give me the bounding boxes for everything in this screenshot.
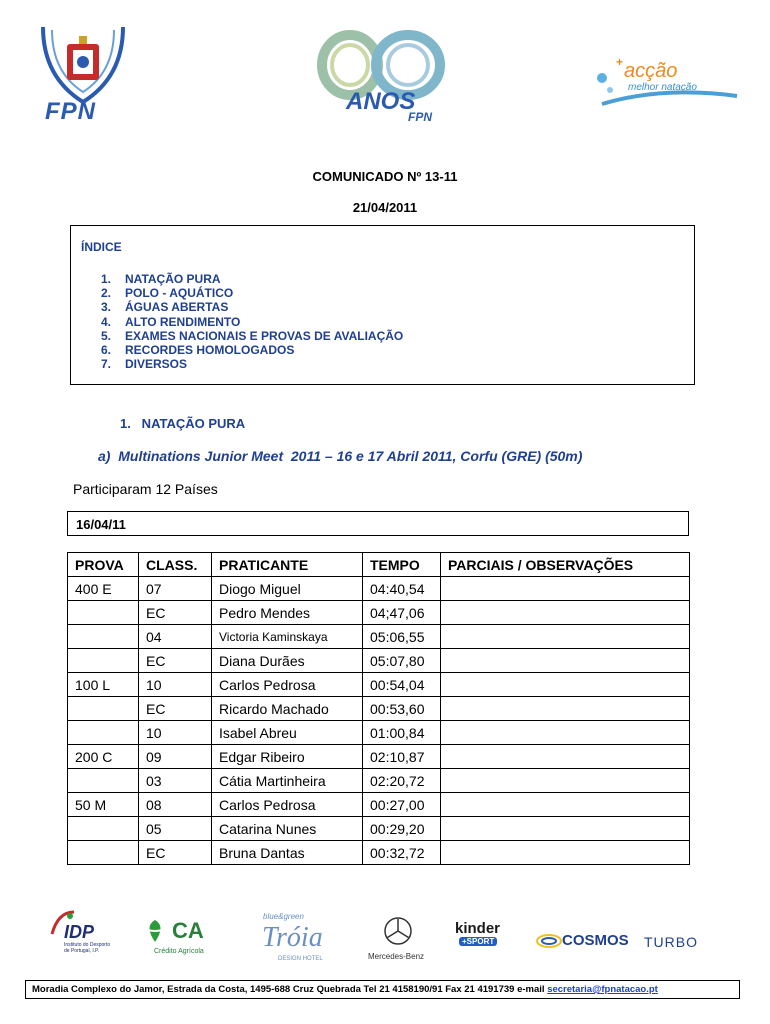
table-row bbox=[68, 649, 690, 673]
cell-tempo: 04:40,54 bbox=[363, 577, 441, 601]
cell-tempo: 00:54,04 bbox=[363, 673, 441, 697]
table-row bbox=[68, 601, 690, 625]
results-table bbox=[67, 552, 690, 865]
credito-agricola-logo: CA Crédito Agrícola bbox=[142, 916, 217, 961]
cell-tempo: 05:06,55 bbox=[363, 625, 441, 649]
index-item[interactable]: 3. ÁGUAS ABERTAS bbox=[101, 300, 229, 315]
cell-prova bbox=[68, 649, 139, 673]
day-box bbox=[67, 511, 689, 536]
table-row bbox=[68, 841, 690, 865]
cell-prova bbox=[68, 625, 139, 649]
table-row bbox=[68, 625, 690, 649]
table-row bbox=[68, 673, 690, 697]
cell-observacoes bbox=[441, 625, 690, 649]
cell-praticante: Diana Durães bbox=[212, 649, 363, 673]
section-heading: 1. NATAÇÃO PURA bbox=[120, 416, 246, 431]
index-item[interactable]: 6. RECORDES HOMOLOGADOS bbox=[101, 342, 295, 357]
col-header-observacoes: PARCIAIS / OBSERVAÇÕES bbox=[441, 553, 690, 577]
cell-praticante: Ricardo Machado bbox=[212, 697, 363, 721]
cell-prova bbox=[68, 769, 139, 793]
day-label: 16/04/11 bbox=[76, 517, 126, 532]
cell-praticante: Pedro Mendes bbox=[212, 601, 363, 625]
accao-logo-sub: melhor natação bbox=[628, 82, 697, 93]
cell-prova: 50 M bbox=[68, 793, 139, 817]
accao-melhor-natacao-logo bbox=[592, 56, 742, 112]
cell-tempo: 05:07,80 bbox=[363, 649, 441, 673]
cell-prova bbox=[68, 601, 139, 625]
cell-tempo: 00:53,60 bbox=[363, 697, 441, 721]
cell-observacoes bbox=[441, 841, 690, 865]
cell-class: 04 bbox=[139, 625, 212, 649]
footer-box bbox=[25, 980, 740, 999]
table-row bbox=[68, 697, 690, 721]
cell-tempo: 04;47,06 bbox=[363, 601, 441, 625]
kinder-sport-logo: kinder +SPORT bbox=[455, 920, 501, 946]
cell-praticante: Isabel Abreu bbox=[212, 721, 363, 745]
table-row bbox=[68, 745, 690, 769]
cell-class: 05 bbox=[139, 817, 212, 841]
idp-logo: IDP Instituto do Desporto de Portugal, I.P. bbox=[48, 908, 118, 963]
cell-class: 03 bbox=[139, 769, 212, 793]
cell-class: 09 bbox=[139, 745, 212, 769]
anniversary-logo-text: ANOS bbox=[346, 88, 416, 115]
mercedes-benz-logo: Mercedes-Benz bbox=[368, 916, 428, 966]
index-item[interactable]: 7. DIVERSOS bbox=[101, 357, 188, 372]
index-item[interactable]: 5. EXAMES NACIONAIS E PROVAS DE AVALIAÇÃO bbox=[101, 328, 404, 343]
cell-observacoes bbox=[441, 721, 690, 745]
cell-class: 10 bbox=[139, 673, 212, 697]
anniversary-logo bbox=[300, 30, 460, 130]
cell-class: EC bbox=[139, 649, 212, 673]
index-item[interactable]: 1. NATAÇÃO PURA bbox=[101, 272, 221, 286]
turbo-logo: TURBO bbox=[644, 934, 698, 950]
table-row bbox=[68, 793, 690, 817]
cell-tempo: 01:00,84 bbox=[363, 721, 441, 745]
table-header-row bbox=[68, 553, 690, 577]
cell-observacoes bbox=[441, 817, 690, 841]
cell-class: 08 bbox=[139, 793, 212, 817]
footer-address: Moradia Complexo do Jamor, Estrada da Costa, 1495-688 Cruz Quebrada Tel 21 4158190/91 Fax 21 4191739 e-mail secretaria@fpnatacao.pt bbox=[32, 984, 658, 995]
cell-praticante: Diogo Miguel bbox=[212, 577, 363, 601]
cell-praticante: Bruna Dantas bbox=[212, 841, 363, 865]
cell-prova bbox=[68, 697, 139, 721]
event-subheading: a) Multinations Junior Meet 2011 – 16 e 17 Abril 2011, Corfu (GRE) (50m) bbox=[98, 448, 583, 464]
cell-observacoes bbox=[441, 577, 690, 601]
index-heading: ÍNDICE bbox=[81, 240, 122, 254]
troia-design-hotel-logo: blue&green Tróia DESIGN HOTEL bbox=[262, 912, 323, 962]
index-list bbox=[101, 272, 403, 371]
participants-text: Participaram 12 Países bbox=[73, 481, 218, 497]
index-item[interactable]: 2. POLO - AQUÁTICO bbox=[101, 286, 234, 301]
fpn-logo-text: FPN bbox=[45, 98, 96, 125]
document-title: COMUNICADO Nº 13-11 bbox=[312, 169, 458, 184]
cell-praticante: Edgar Ribeiro bbox=[212, 745, 363, 769]
svg-text:+: + bbox=[616, 56, 624, 69]
cell-class: 10 bbox=[139, 721, 212, 745]
cell-tempo: 00:32,72 bbox=[363, 841, 441, 865]
table-row bbox=[68, 577, 690, 601]
cell-prova: 100 L bbox=[68, 673, 139, 697]
index-item[interactable]: 4. ALTO RENDIMENTO bbox=[101, 314, 241, 329]
cell-observacoes bbox=[441, 673, 690, 697]
cell-observacoes bbox=[441, 601, 690, 625]
cell-class: EC bbox=[139, 601, 212, 625]
cell-praticante: Victoria Kaminskaya bbox=[212, 625, 363, 649]
index-box bbox=[70, 225, 695, 385]
cell-observacoes bbox=[441, 745, 690, 769]
cell-class: EC bbox=[139, 841, 212, 865]
table-row bbox=[68, 721, 690, 745]
cell-observacoes bbox=[441, 697, 690, 721]
col-header-tempo: TEMPO bbox=[363, 553, 441, 577]
anniversary-logo-sub: FPN bbox=[408, 110, 432, 124]
cell-prova: 200 C bbox=[68, 745, 139, 769]
accao-logo-title: acção bbox=[624, 60, 678, 82]
email-link[interactable]: secretaria@fpnatacao.pt bbox=[547, 984, 658, 995]
cell-prova: 400 E bbox=[68, 577, 139, 601]
cell-class: EC bbox=[139, 697, 212, 721]
cell-tempo: 00:27,00 bbox=[363, 793, 441, 817]
cell-praticante: Carlos Pedrosa bbox=[212, 793, 363, 817]
fpn-logo bbox=[38, 22, 128, 132]
col-header-class: CLASS. bbox=[139, 553, 212, 577]
table-row bbox=[68, 817, 690, 841]
cell-observacoes bbox=[441, 793, 690, 817]
cell-praticante: Carlos Pedrosa bbox=[212, 673, 363, 697]
cell-praticante: Catarina Nunes bbox=[212, 817, 363, 841]
cell-observacoes bbox=[441, 649, 690, 673]
cell-praticante: Cátia Martinheira bbox=[212, 769, 363, 793]
cell-tempo: 00:29,20 bbox=[363, 817, 441, 841]
cell-prova bbox=[68, 817, 139, 841]
col-header-prova: PROVA bbox=[68, 553, 139, 577]
cell-prova bbox=[68, 841, 139, 865]
cosmos-logo: COSMOS bbox=[536, 930, 631, 954]
cell-prova bbox=[68, 721, 139, 745]
col-header-praticante: PRATICANTE bbox=[212, 553, 363, 577]
cell-observacoes bbox=[441, 769, 690, 793]
table-row bbox=[68, 769, 690, 793]
cell-tempo: 02:20,72 bbox=[363, 769, 441, 793]
document-date: 21/04/2011 bbox=[352, 200, 418, 215]
cell-tempo: 02:10,87 bbox=[363, 745, 441, 769]
cell-class: 07 bbox=[139, 577, 212, 601]
